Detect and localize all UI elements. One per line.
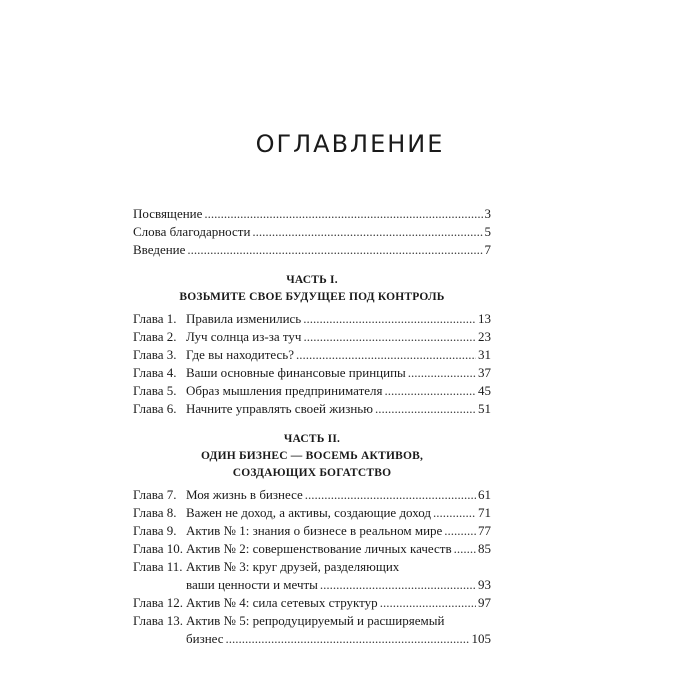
page-number: 13 — [478, 311, 491, 326]
chapter-title: Актив № 3: круг друзей, разделяющих — [186, 559, 400, 574]
toc-chapter-entry[interactable] — [133, 400, 491, 418]
chapter-title: Актив № 5: репродуцируемый и расширяемый — [186, 613, 445, 628]
chapter-number: Глава 2. — [133, 329, 177, 344]
leader-dots — [305, 486, 476, 504]
toc-chapter-entry[interactable] — [133, 522, 491, 540]
chapter-title: Ваши основные финансовые принципы — [186, 365, 406, 380]
chapter-title: Луч солнца из-за туч — [186, 329, 302, 344]
part-title: СОЗДАЮЩИХ БОГАТСТВО — [232, 467, 392, 479]
page-number: 77 — [478, 523, 491, 538]
page-number: 97 — [478, 595, 491, 610]
leader-dots — [303, 328, 476, 346]
chapter-number: Глава 6. — [133, 401, 177, 416]
chapter-number: Глава 1. — [133, 311, 177, 326]
part-1-chapters — [133, 310, 491, 418]
leader-dots — [187, 241, 482, 259]
chapter-title: Моя жизнь в бизнесе — [186, 487, 303, 502]
chapter-number: Глава 10. — [133, 541, 184, 556]
leader-dots — [204, 205, 482, 223]
leader-dots — [454, 540, 476, 558]
leader-dots — [408, 364, 476, 382]
chapter-number: Глава 7. — [133, 487, 177, 502]
leader-dots — [433, 504, 476, 522]
page-number: 71 — [478, 505, 491, 520]
part-title: ВОЗЬМИТЕ СВОЕ БУДУЩЕЕ ПОД КОНТРОЛЬ — [179, 291, 445, 303]
table-of-contents — [133, 205, 491, 648]
leader-dots — [444, 522, 476, 540]
chapter-title: Актив № 2: совершенствование личных качеств — [186, 541, 452, 556]
page-number: 31 — [478, 347, 491, 362]
page-number: 7 — [484, 242, 491, 257]
leader-dots — [320, 576, 476, 594]
chapter-number: Глава 13. — [133, 613, 184, 628]
toc-chapter-entry[interactable] — [133, 504, 491, 522]
toc-chapter-entry[interactable] — [133, 558, 491, 576]
toc-chapter-entry-continued[interactable] — [133, 576, 491, 594]
chapter-title: Важен не доход, а активы, создающие доход — [186, 505, 431, 520]
toc-chapter-entry[interactable] — [133, 486, 491, 504]
toc-chapter-entry[interactable] — [133, 612, 491, 630]
toc-entry-introduction[interactable] — [133, 241, 491, 259]
toc-chapter-entry[interactable] — [133, 328, 491, 346]
page-number: 23 — [478, 329, 491, 344]
page-number: 3 — [484, 206, 491, 221]
chapter-title: Где вы находитесь? — [186, 347, 294, 362]
page-number: 51 — [478, 401, 491, 416]
chapter-number: Глава 5. — [133, 383, 177, 398]
chapter-title: Образ мышления предпринимателя — [186, 383, 383, 398]
toc-entry-acknowledgements[interactable] — [133, 223, 491, 241]
chapter-number: Глава 12. — [133, 595, 184, 610]
chapter-title: ваши ценности и мечты — [186, 577, 318, 592]
part-title: ОДИН БИЗНЕС — ВОСЕМЬ АКТИВОВ, — [200, 450, 424, 462]
part-2-chapters — [133, 486, 491, 648]
chapter-number: Глава 3. — [133, 347, 177, 362]
chapter-number: Глава 11. — [133, 559, 183, 574]
page-number: 61 — [478, 487, 491, 502]
toc-chapter-entry[interactable] — [133, 310, 491, 328]
leader-dots — [226, 630, 470, 648]
part-1-heading — [133, 272, 491, 306]
page-title: ОГЛАВЛЕНИЕ — [255, 130, 445, 158]
leader-dots — [380, 594, 476, 612]
leader-dots — [252, 223, 482, 241]
page-number: 45 — [478, 383, 491, 398]
leader-dots — [375, 400, 476, 418]
page-number: 105 — [471, 631, 491, 646]
chapter-title: Актив № 4: сила сетевых структур — [186, 595, 378, 610]
toc-chapter-entry[interactable] — [133, 382, 491, 400]
part-number: ЧАСТЬ I. — [286, 274, 338, 286]
toc-chapter-entry[interactable] — [133, 540, 491, 558]
toc-chapter-entry-continued[interactable] — [133, 630, 491, 648]
chapter-title: Актив № 1: знания о бизнесе в реальном мире — [186, 523, 443, 538]
entry-label: Посвящение — [133, 206, 203, 221]
entry-label: Слова благодарности — [133, 224, 251, 239]
chapter-number: Глава 9. — [133, 523, 177, 538]
chapter-title: Начните управлять своей жизнью — [186, 401, 373, 416]
leader-dots — [296, 346, 476, 364]
toc-entry-dedication[interactable] — [133, 205, 491, 223]
page-number: 37 — [478, 365, 491, 380]
page-number: 93 — [478, 577, 491, 592]
chapter-number: Глава 8. — [133, 505, 177, 520]
part-2-heading — [133, 431, 491, 482]
toc-chapter-entry[interactable] — [133, 594, 491, 612]
chapter-number: Глава 4. — [133, 365, 177, 380]
toc-chapter-entry[interactable] — [133, 364, 491, 382]
entry-label: Введение — [133, 242, 186, 257]
leader-dots — [303, 310, 476, 328]
chapter-title: Правила изменились — [186, 311, 302, 326]
part-number: ЧАСТЬ II. — [283, 433, 341, 445]
page-number: 85 — [478, 541, 491, 556]
toc-chapter-entry[interactable] — [133, 346, 491, 364]
page-number: 5 — [484, 224, 491, 239]
leader-dots — [385, 382, 476, 400]
chapter-title: бизнес — [186, 631, 224, 646]
